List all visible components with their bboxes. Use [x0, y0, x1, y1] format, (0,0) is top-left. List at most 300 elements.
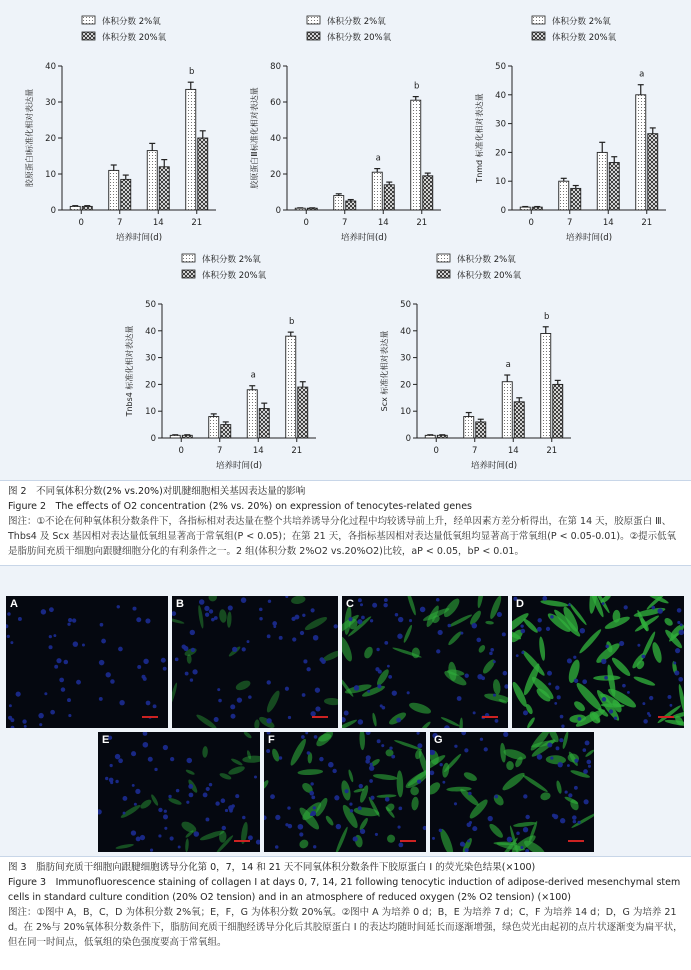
x-tick-label: 0	[78, 218, 84, 228]
nucleus	[307, 751, 310, 754]
y-tick-label: 80	[270, 62, 281, 72]
x-tick-label: 14	[252, 446, 264, 456]
nucleus	[54, 665, 58, 669]
bar-chart-svg	[460, 10, 680, 250]
nucleus	[314, 735, 318, 739]
nucleus	[237, 697, 242, 702]
bar	[541, 333, 551, 438]
y-axis-label: 胶原蛋白Ⅰ标准化相对表达量	[25, 88, 34, 188]
nucleus	[568, 603, 571, 606]
nucleus	[264, 815, 267, 820]
nucleus	[546, 627, 550, 631]
nucleus	[215, 801, 219, 805]
scale-bar	[482, 716, 498, 718]
nucleus	[360, 603, 363, 606]
cell-fluorescence	[443, 753, 462, 773]
nucleus	[678, 677, 683, 682]
nucleus	[164, 810, 167, 813]
legend-swatch	[532, 16, 545, 24]
nucleus	[136, 837, 141, 842]
cell-fluorescence	[150, 794, 159, 807]
nucleus	[209, 609, 213, 613]
nucleus	[407, 691, 410, 694]
nucleus	[117, 605, 120, 608]
nucleus	[99, 697, 103, 701]
nucleus	[305, 732, 308, 734]
y-tick-label: 30	[45, 98, 56, 108]
nucleus	[191, 648, 195, 652]
nucleus	[493, 660, 496, 663]
nucleus	[520, 846, 523, 849]
nucleus	[164, 827, 167, 830]
panel-label: B	[176, 598, 184, 610]
nucleus	[61, 687, 65, 691]
figure-3-note: 图注：①图中 A，B，C，D 为体积分数 2%氧；E，F，G 为体积分数 20%氧。②图中 A 为培养 0 d；B，E 为培养 7 d；C，F 为培养 14 d；D，G 为培养 21 d。在 2%与 20%氧体积分数条件下，脂肪间充质干细胞经诱导分化后其胶原蛋白 Ⅰ 的表达均随时间延长而逐渐增强，绿色荧光由起初的点片状逐渐变为扁平状，但在同一时间点，低氧组的染色强度要高于常氧组。	[8, 907, 683, 948]
cell-fluorescence	[303, 615, 328, 633]
scale-bar	[400, 840, 416, 842]
nucleus	[677, 608, 682, 613]
x-tick-label: 21	[191, 218, 203, 228]
y-tick-label: 30	[495, 119, 506, 130]
nucleus	[82, 644, 85, 647]
nucleus	[176, 789, 180, 793]
cell-fluorescence	[120, 803, 142, 819]
bar	[636, 95, 646, 210]
legend-swatch	[437, 254, 450, 262]
cell-fluorescence	[254, 719, 260, 728]
panel-label: G	[434, 734, 443, 746]
cell-texture	[172, 596, 338, 728]
bar	[147, 151, 157, 210]
nucleus	[384, 598, 388, 602]
figure-3-panel	[0, 565, 691, 857]
bar	[259, 409, 269, 438]
nucleus	[214, 717, 219, 722]
bar	[559, 181, 569, 210]
nucleus	[472, 826, 477, 831]
nucleus	[525, 815, 529, 819]
x-axis-label: 培养时间(d)	[115, 233, 163, 243]
nucleus	[267, 634, 271, 638]
nucleus	[64, 660, 69, 665]
nucleus	[547, 743, 552, 748]
figure-2-note: 图注：①不论在何种氧体积分数条件下，各指标相对表达量在整个共培养诱导分化过程中均较诱导前上升，经单因素方差分析得出，在第 14 天，胶原蛋白 Ⅲ、Thbs4 及 Scx 基因相对表达量低氧组显著高于常氧组(P < 0.05)；在第 21 天，各指标基因相对表达量低氧组均显著高于常氧组(P < 0.05-0.01)。②提示低氧是脂肪间充质干细胞向跟腱细胞分化的有利条件之一。2 组(体积分数 2%O2 vs.20%O2)比较，aP < 0.05，bP < 0.01。	[8, 516, 677, 557]
nucleus	[480, 738, 483, 741]
y-axis-label: Scx 标准化相对表达量	[380, 330, 389, 412]
nucleus	[334, 624, 338, 628]
cell-texture	[430, 732, 594, 852]
chart-collagen-1	[10, 10, 230, 250]
nucleus	[641, 654, 645, 658]
nucleus	[574, 759, 578, 763]
cell-fluorescence	[298, 838, 310, 850]
nucleus	[319, 757, 323, 761]
cell-fluorescence	[265, 689, 282, 714]
nucleus	[53, 634, 56, 637]
nucleus	[389, 746, 392, 749]
nucleus	[396, 718, 401, 723]
nucleus	[439, 829, 442, 832]
nucleus	[7, 635, 10, 638]
y-tick-label: 40	[145, 326, 156, 337]
cell-fluorescence	[546, 755, 567, 765]
nucleus	[182, 645, 186, 649]
nucleus	[106, 672, 111, 677]
nucleus	[288, 824, 292, 828]
bar	[334, 196, 344, 210]
cell-fluorescence	[227, 765, 245, 777]
nucleus	[504, 684, 508, 688]
cell-fluorescence	[539, 791, 551, 801]
nucleus	[229, 809, 233, 813]
nucleus	[285, 687, 289, 691]
nucleus	[110, 679, 115, 684]
y-tick-label: 0	[50, 206, 56, 216]
nucleus	[228, 605, 233, 610]
nucleus	[586, 760, 591, 765]
cell-fluorescence	[476, 596, 485, 608]
y-tick-label: 20	[270, 170, 281, 180]
nucleus	[383, 603, 387, 607]
nucleus	[332, 769, 336, 773]
panel-label: F	[268, 734, 275, 746]
nucleus	[242, 816, 246, 820]
cell-fluorescence	[633, 675, 656, 687]
nucleus	[561, 725, 564, 728]
nucleus	[143, 677, 147, 681]
x-tick-label: 14	[377, 218, 389, 228]
y-tick-label: 20	[45, 134, 56, 144]
y-tick-label: 40	[45, 62, 56, 72]
nucleus	[523, 710, 528, 715]
nucleus	[148, 757, 153, 762]
nucleus	[302, 614, 305, 617]
nucleus	[454, 802, 457, 805]
nucleus	[349, 803, 352, 806]
nucleus	[301, 735, 305, 739]
legend-label: 体积分数 20%氧	[457, 271, 522, 281]
nucleus	[560, 715, 564, 719]
nucleus	[614, 716, 617, 719]
cell-fluorescence	[290, 596, 306, 605]
nucleus	[306, 667, 310, 671]
nucleus	[583, 769, 588, 774]
nucleus	[268, 600, 271, 603]
nucleus	[601, 659, 606, 664]
nucleus	[568, 793, 572, 797]
cell-fluorescence	[227, 611, 232, 628]
nucleus	[161, 658, 166, 663]
cell-fluorescence	[342, 676, 355, 697]
nucleus	[8, 716, 12, 720]
cell-fluorescence	[172, 682, 178, 704]
bar	[464, 417, 474, 438]
nucleus	[6, 624, 8, 628]
nucleus	[476, 638, 481, 643]
x-tick-label: 7	[342, 218, 348, 228]
nucleus	[275, 815, 280, 820]
cell-fluorescence	[485, 621, 494, 625]
cell-fluorescence	[440, 716, 460, 728]
bar	[437, 435, 447, 438]
nucleus	[554, 702, 557, 705]
y-tick-label: 10	[145, 407, 156, 418]
nucleus	[287, 806, 290, 809]
nucleus	[503, 732, 508, 737]
nucleus	[336, 824, 341, 829]
nucleus	[49, 635, 52, 638]
micrograph-f	[264, 732, 426, 852]
nucleus	[315, 688, 320, 693]
cell-texture	[6, 596, 168, 728]
nucleus	[203, 793, 208, 798]
nucleus	[436, 649, 440, 653]
nucleus	[461, 732, 466, 735]
nucleus	[313, 806, 316, 809]
nucleus	[444, 725, 450, 728]
nucleus	[523, 827, 528, 832]
nucleus	[204, 606, 209, 611]
bar	[109, 170, 119, 210]
cell-fluorescence	[348, 769, 355, 782]
nucleus	[190, 630, 195, 635]
nucleus	[391, 755, 395, 759]
nucleus	[525, 849, 529, 852]
figure-3-title-zh: 图 3 脂肪间充质干细胞向跟腱细胞诱导分化第 0，7，14 和 21 天不同氧体积分数条件下胶原蛋白 Ⅰ 的荧光染色结果(×100)	[8, 862, 536, 873]
legend-swatch	[307, 16, 320, 24]
nucleus	[354, 685, 360, 691]
nucleus	[266, 718, 271, 723]
nucleus	[242, 647, 246, 651]
significance-label: b	[544, 311, 550, 322]
nucleus	[186, 801, 189, 804]
nucleus	[548, 682, 551, 685]
nucleus	[537, 627, 542, 632]
nucleus	[538, 618, 542, 622]
x-tick-label: 0	[303, 218, 309, 228]
x-tick-label: 0	[178, 446, 184, 456]
nucleus	[398, 806, 402, 810]
scale-bar	[234, 840, 250, 842]
nucleus	[370, 763, 373, 766]
nucleus	[578, 717, 582, 721]
nucleus	[309, 791, 314, 796]
cell-fluorescence	[526, 716, 536, 728]
cell-fluorescence	[459, 718, 463, 728]
nucleus	[38, 713, 43, 718]
nucleus	[285, 596, 288, 598]
cell-fluorescence	[185, 769, 195, 776]
nucleus	[319, 657, 324, 662]
legend-label: 体积分数 2%氧	[327, 17, 386, 27]
nucleus	[345, 789, 349, 793]
nucleus	[131, 830, 136, 835]
nucleus	[547, 671, 552, 676]
y-tick-label: 0	[405, 434, 411, 444]
significance-label: a	[505, 360, 511, 371]
cell-fluorescence	[243, 732, 253, 739]
nucleus	[288, 716, 291, 719]
nucleus	[516, 654, 519, 657]
nucleus	[604, 676, 608, 680]
cell-fluorescence	[202, 746, 208, 758]
nucleus	[468, 792, 472, 796]
nucleus	[7, 612, 11, 616]
nucleus	[206, 787, 210, 791]
bar	[553, 384, 563, 438]
bar	[298, 387, 308, 438]
nucleus	[294, 615, 299, 620]
nucleus	[292, 637, 296, 641]
x-tick-label: 0	[433, 446, 439, 456]
nucleus	[622, 684, 626, 688]
nucleus	[473, 711, 476, 714]
nucleus	[313, 635, 319, 641]
cell-fluorescence	[405, 596, 417, 616]
bar-chart-svg	[235, 10, 455, 250]
nucleus	[153, 704, 157, 708]
cell-fluorescence	[334, 826, 349, 852]
nucleus	[679, 630, 684, 636]
legend-swatch	[82, 16, 95, 24]
nucleus	[438, 630, 443, 635]
nucleus	[143, 742, 149, 748]
cell-fluorescence	[513, 821, 537, 828]
y-tick-label: 20	[145, 380, 156, 391]
nucleus	[348, 617, 352, 621]
nucleus	[259, 608, 263, 612]
cell-fluorescence	[234, 679, 251, 692]
nucleus	[382, 706, 386, 710]
nucleus	[247, 640, 250, 643]
micrograph-c	[342, 596, 508, 728]
nucleus	[190, 678, 193, 681]
nucleus	[381, 744, 384, 747]
bar-chart-svg	[10, 10, 230, 250]
nucleus	[555, 686, 559, 690]
bar	[198, 138, 208, 210]
nucleus	[68, 618, 72, 622]
bar	[170, 435, 180, 438]
nucleus	[420, 607, 426, 613]
nucleus	[123, 812, 126, 815]
nucleus	[311, 811, 316, 816]
x-tick-label: 7	[472, 446, 478, 456]
nucleus	[490, 648, 494, 652]
micrograph-e	[98, 732, 260, 852]
nucleus	[44, 692, 47, 695]
nucleus	[163, 667, 167, 671]
nucleus	[334, 795, 339, 800]
nucleus	[275, 845, 279, 849]
cell-fluorescence	[663, 616, 674, 627]
nucleus	[398, 617, 403, 622]
chart-tnmd	[460, 10, 680, 250]
nucleus	[472, 623, 478, 629]
cell-fluorescence	[197, 605, 204, 629]
nucleus	[602, 602, 605, 605]
nucleus	[135, 789, 140, 794]
nucleus	[16, 692, 21, 697]
nucleus	[461, 842, 465, 846]
legend-label: 体积分数 20%氧	[327, 33, 392, 43]
nucleus	[188, 784, 193, 789]
nucleus	[392, 690, 397, 695]
nucleus	[370, 796, 374, 800]
nucleus	[643, 719, 648, 724]
nucleus	[481, 676, 485, 680]
nucleus	[158, 834, 161, 837]
x-axis-label: 培养时间(d)	[565, 233, 613, 243]
nucleus	[150, 849, 153, 852]
significance-label: a	[639, 69, 645, 80]
nucleus	[559, 738, 563, 742]
x-tick-label: 0	[528, 218, 534, 228]
nucleus	[358, 598, 362, 602]
nucleus	[254, 775, 257, 778]
nucleus	[442, 781, 445, 784]
nucleus	[342, 717, 346, 722]
nucleus	[649, 696, 653, 700]
nucleus	[119, 700, 124, 705]
cell-texture	[512, 596, 684, 728]
cell-fluorescence	[288, 737, 308, 767]
nucleus	[560, 818, 565, 823]
nucleus	[550, 615, 554, 619]
nucleus	[9, 704, 12, 707]
cell-texture	[264, 732, 426, 852]
figure-2-title-zh: 图 2 不同氧体积分数(2% vs.20%)对肌腱细胞相关基因表达量的影响	[8, 486, 306, 497]
nucleus	[300, 631, 304, 635]
nucleus	[73, 641, 78, 646]
nucleus	[248, 695, 252, 699]
nucleus	[172, 611, 176, 616]
nucleus	[235, 794, 239, 798]
cell-fluorescence	[115, 843, 134, 850]
legend-swatch	[437, 270, 450, 278]
nucleus	[537, 754, 543, 760]
nucleus	[398, 842, 403, 847]
nucleus	[580, 628, 585, 633]
micrograph-a	[6, 596, 168, 728]
nucleus	[110, 781, 113, 784]
nucleus	[59, 678, 64, 683]
bar	[423, 176, 433, 210]
nucleus	[585, 740, 590, 745]
nucleus	[272, 621, 277, 626]
bar	[209, 417, 219, 438]
y-tick-label: 10	[45, 170, 56, 180]
cell-fluorescence	[139, 798, 153, 810]
nucleus	[432, 837, 435, 840]
nucleus	[99, 660, 105, 666]
panel-label: D	[516, 598, 524, 610]
cell-fluorescence	[463, 771, 479, 783]
nucleus	[674, 671, 679, 676]
bar	[221, 425, 231, 438]
nucleus	[175, 657, 179, 661]
scale-bar	[312, 716, 328, 718]
cell-fluorescence	[487, 822, 504, 840]
cell-fluorescence	[492, 679, 501, 695]
nucleus	[377, 684, 381, 688]
nucleus	[361, 616, 365, 620]
nucleus	[375, 833, 378, 836]
bar	[346, 201, 356, 210]
x-tick-label: 14	[602, 218, 614, 228]
x-axis-label: 培养时间(d)	[340, 233, 388, 243]
nucleus	[567, 658, 572, 663]
